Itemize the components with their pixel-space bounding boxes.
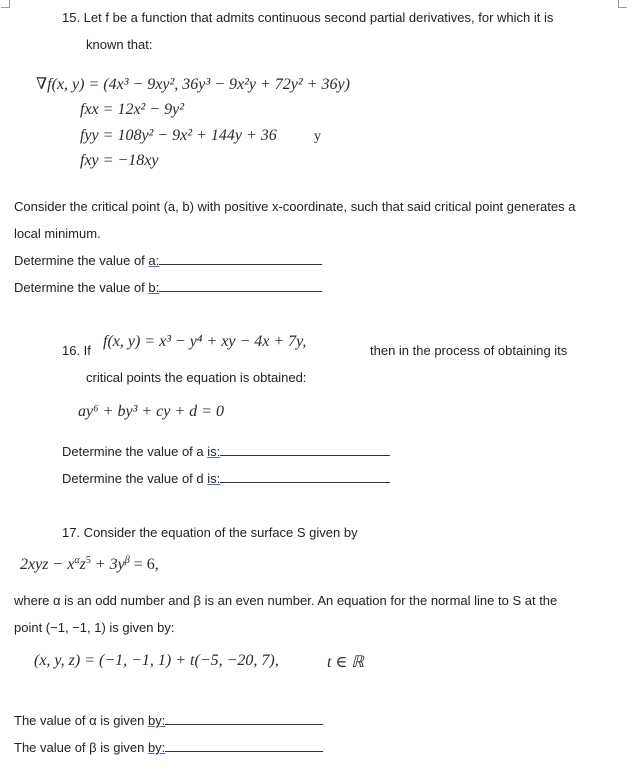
q17-answer-beta — [14, 740, 323, 755]
page-corner-top-right — [618, 0, 627, 8]
q16-function: f(x, y) = x³ − y⁴ + xy − 4x + 7y, — [103, 333, 307, 350]
q15-consider-line2: local minimum. — [14, 226, 101, 241]
q17-normal-line-equation: (x, y, z) = (−1, −1, 1) + t(−5, −20, 7), — [34, 652, 279, 669]
q16-answer-d-label: Determine the value of d — [62, 471, 208, 486]
q17-intro: 17. Consider the equation of the surface S given by — [62, 525, 358, 540]
fxy-lhs: fxy = — [80, 152, 118, 169]
fyy-lhs: fyy = — [80, 127, 118, 144]
q17-surface-equation: $2xyz - x^\alpha z^5 + 3y^\beta = 6$, — [20, 555, 159, 573]
q16-answer-a — [62, 444, 390, 459]
q15-fyy-trailing-y: y — [314, 129, 321, 144]
q16-answer-a-is: is: — [207, 444, 221, 459]
q15-answer-b-colon: b: — [148, 280, 160, 295]
q15-answer-b-label: Determine the value of — [14, 280, 149, 295]
q17-answer-alpha-by: by: — [147, 713, 166, 728]
q16-then-text: then in the process of obtaining its — [370, 343, 568, 358]
q17-answer-beta-blank[interactable] — [165, 740, 323, 752]
q16-answer-a-label: Determine the value of a — [62, 444, 208, 459]
q15-intro-line1: 15. Let f be a function that admits continuous second partial derivatives, for which it is — [62, 10, 554, 25]
fxx-lhs: fxx = — [80, 101, 118, 118]
q16-answer-d-blank[interactable] — [220, 471, 390, 483]
q17-parameter-domain: t ∈ ℝ — [327, 654, 364, 671]
q15-answer-a-blank[interactable] — [159, 253, 322, 265]
q16-number: 16. If — [62, 343, 91, 358]
q15-answer-b — [14, 280, 322, 295]
fyy-rhs: 108y² − 9x² + 144y + 36 — [117, 127, 277, 144]
q16-equation: ay⁶ + by³ + cy + d = 0 — [78, 403, 224, 420]
q16-answer-d-is: is: — [207, 471, 221, 486]
q15-answer-a-label: Determine the value of — [14, 253, 149, 268]
fxy-rhs: −18xy — [117, 152, 159, 169]
q15-answer-a — [14, 253, 322, 268]
q15-fxy-equation — [80, 152, 158, 170]
q15-intro-line2: known that: — [86, 37, 153, 52]
q15-answer-a-colon: a: — [148, 253, 160, 268]
q15-answer-b-blank[interactable] — [159, 280, 322, 292]
q17-answer-alpha-label: The value of α is given — [14, 713, 148, 728]
q16-line2: critical points the equation is obtained: — [86, 370, 307, 385]
q17-answer-alpha-blank[interactable] — [165, 713, 323, 725]
fxx-rhs: 12x² − 9y² — [117, 101, 185, 118]
q17-where-line2: point (−1, −1, 1) is given by: — [14, 620, 175, 635]
q17-answer-beta-by: by: — [147, 740, 166, 755]
q15-fyy-equation — [80, 127, 277, 145]
gradient-rhs: (4x³ − 9xy², 36y³ − 9x²y + 72y² + 36y) — [103, 76, 350, 93]
page-corner-top-left — [1, 0, 10, 8]
q17-answer-alpha — [14, 713, 323, 728]
q15-gradient-equation — [36, 74, 350, 94]
gradient-lhs: ∇f(x, y) = — [36, 76, 104, 93]
q15-fxx-equation — [80, 101, 184, 119]
q16-answer-d — [62, 471, 390, 486]
q17-answer-beta-label: The value of β is given — [14, 740, 148, 755]
q16-answer-a-blank[interactable] — [220, 444, 390, 456]
q17-where-line1: where α is an odd number and β is an even number. An equation for the normal line to S at the — [14, 593, 558, 608]
q15-consider-line1: Consider the critical point (a, b) with positive x-coordinate, such that said critical point generates a — [14, 199, 576, 214]
